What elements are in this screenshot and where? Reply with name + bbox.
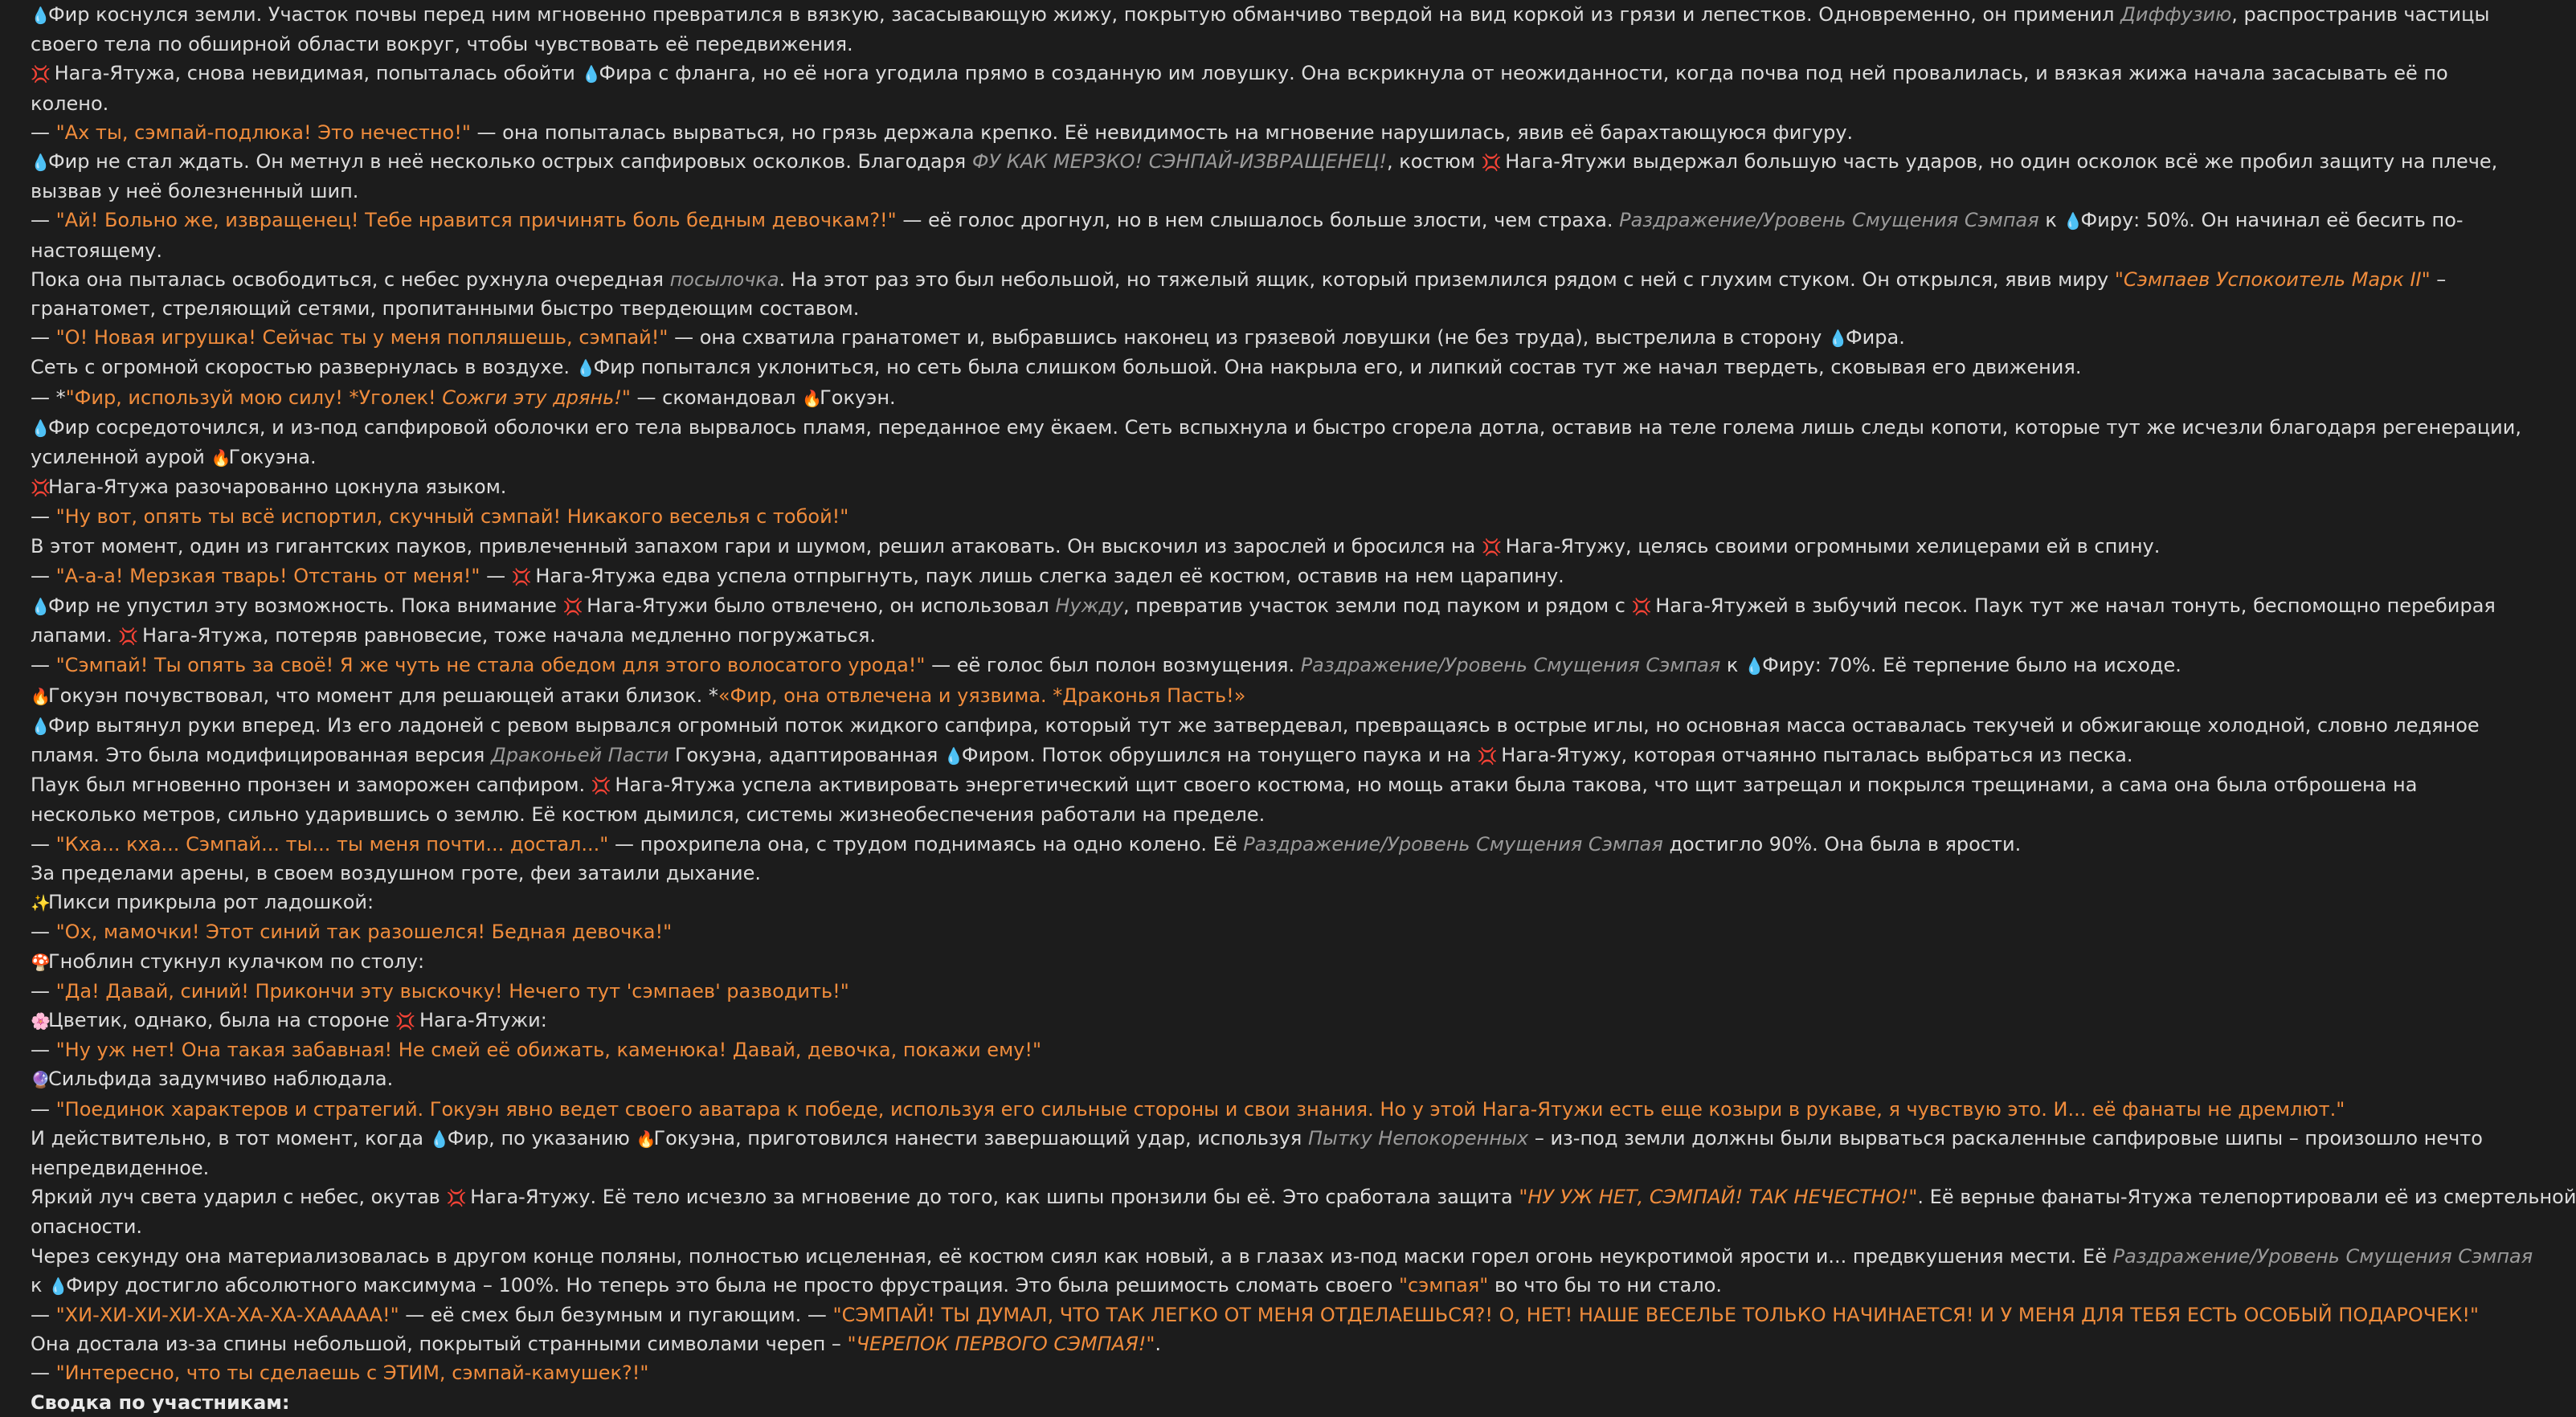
text-line — [31, 1271, 2345, 1301]
story-text: несколько метров, сильно ударившись о землю. Её костюм дымился, системы жизнеобеспечения работали на пределе. — [31, 803, 1266, 827]
anger-icon: 💢 — [1481, 153, 1502, 173]
story-text: непредвиденное. — [31, 1156, 210, 1179]
chat-message-body — [31, 0, 2576, 1417]
story-text: к — [1720, 654, 1745, 677]
text-line — [31, 147, 2498, 177]
skill-name: Пытку Непокоренных — [1307, 1126, 1529, 1150]
mushroom-icon: 🍄 — [31, 952, 51, 972]
story-text: , превратив участок земли под пауком и рядом с — [1123, 594, 1632, 618]
text-line — [31, 1006, 2345, 1035]
story-text: Фир не упустил эту возможность. Пока внимание — [48, 594, 563, 618]
dialogue-quote: "Ай! Больно же, извращенец! Тебе нравится причинять боль бедным девочкам?!" — [55, 209, 897, 232]
story-text: Нага-Ятужи: — [413, 1008, 547, 1031]
story-text: . — [1155, 1333, 1162, 1356]
story-text: — её голос был полон возмущения. — [925, 654, 1301, 677]
text-line — [31, 1242, 2533, 1271]
fire-icon: 🔥 — [31, 686, 51, 706]
dialogue-quote: "О! Новая игрушка! Сейчас ты у меня попляшешь, сэмпай!" — [55, 326, 669, 349]
story-text: настоящему. — [31, 239, 163, 262]
dialogue-quote: "Сэмпай! Ты опять за своё! Я же чуть не стала обедом для этого волосатого урода!" — [55, 654, 926, 677]
story-text: Гокуэна, адаптированная — [669, 744, 944, 767]
dash: — — [31, 326, 56, 349]
story-text: Сильфида задумчиво наблюдала. — [48, 1068, 394, 1091]
story-text: колено. — [31, 92, 109, 115]
anger-icon: 💢 — [118, 627, 139, 647]
text-line — [31, 1064, 2345, 1094]
text-line — [31, 1035, 2345, 1064]
story-text: Гокуэна, приготовился нанести завершающий удар, используя — [653, 1126, 1308, 1150]
dialogue-quote: "Ох, мамочки! Этот синий так разошелся! Бедная девочка!" — [55, 921, 673, 944]
water-drop-icon: 💧 — [31, 418, 51, 438]
story-text: к — [2038, 209, 2063, 232]
dash: — — [31, 1097, 56, 1121]
story-text: Гокуэн почувствовал, что момент для решающей атаки близок. * — [48, 684, 718, 707]
story-text: Фиру: 70%. Её терпение было на исходе. — [1762, 654, 2181, 677]
story-text: достигло 90%. Она была в ярости. — [1662, 832, 2022, 856]
text-line — [31, 532, 2345, 561]
sparkles-icon: ✨ — [31, 893, 51, 913]
text-line — [31, 502, 2345, 531]
story-text: Яркий луч света ударил с небес, окутав — [31, 1186, 447, 1209]
text-line — [31, 1182, 2576, 1212]
story-text: И действительно, в тот момент, когда — [31, 1126, 430, 1150]
story-text: гранатомет, стреляющий сетями, пропитанными быстро твердеющим составом. — [31, 297, 860, 321]
story-text: Фир сосредоточился, и из-под сапфировой оболочки его тела вырвалось пламя, переданное ему ёкаем. Сеть вспыхнула и быстро сгорела дотла, оставив на теле голема лишь следы копоти, которые тут же исчезли благодаря регенерации, — [48, 415, 2521, 439]
text-line — [31, 30, 2345, 59]
text-line — [31, 741, 2345, 770]
story-text: В этот момент, один из гигантских пауков, привлеченный запахом гари и шумом, решил атаковать. Он выскочил из зарослей и бросился на — [31, 534, 1482, 557]
stat-name: Раздражение/Уровень Смущения Сэмпая — [1619, 209, 2039, 232]
item-quote: "Сэмпаев Успокоитель Марк II" — [2114, 267, 2431, 291]
dialogue-quote: "Ах ты, сэмпай-подлюка! Это нечестно!" — [55, 120, 471, 144]
dash: — * — [31, 386, 66, 409]
dash: — — [31, 1303, 56, 1326]
text-line — [31, 265, 2447, 294]
dash: — — [31, 1362, 56, 1385]
anger-icon: 💢 — [511, 566, 532, 586]
story-text: , костюм — [1387, 150, 1482, 174]
dialogue-quote: "ХИ-ХИ-ХИ-ХИ-ХА-ХА-ХА-ХААААА!" — [55, 1303, 399, 1326]
story-text: — прохрипела она, с трудом поднимаясь на одно колено. Её — [608, 832, 1244, 856]
anger-icon: 💢 — [562, 597, 583, 617]
water-drop-icon: 💧 — [1828, 329, 1848, 349]
story-text: Гноблин стукнул кулачком по столу: — [48, 949, 425, 973]
dialogue-quote: «Фир, она отвлечена и уязвима. *Драконья Пасть! — [718, 684, 1234, 707]
anger-icon: 💢 — [1631, 597, 1652, 617]
story-text: . На этот раз это был небольшой, но тяжелый ящик, который приземлился рядом с ней с глухим стуком. Он открылся, явив миру — [779, 267, 2115, 291]
text-line — [31, 177, 2345, 206]
text-line — [31, 89, 2345, 118]
story-text: , распространив частицы — [2231, 3, 2490, 26]
fire-icon: 🔥 — [802, 388, 823, 408]
story-text: Фира с фланга, но её нога угодила прямо в созданную им ловушку. Она вскрикнула от неожиданности, когда почва под ней провалилась, и вязкая жижа начала засасывать её по — [599, 62, 2448, 85]
story-text: Нага-Ятужей в зыбучий песок. Паук тут же начал тонуть, беспомощно перебирая — [1649, 594, 2496, 618]
text-line — [31, 353, 2345, 382]
water-drop-icon: 💧 — [31, 716, 51, 736]
story-text: Нага-Ятужу. Её тело исчезло за мгновение до того, как шипы пронзили бы её. Это сработала защита — [464, 1186, 1519, 1209]
anger-icon: 💢 — [446, 1188, 467, 1208]
item-quote: "НУ УЖ НЕТ, СЭМПАЙ! ТАК НЕЧЕСТНО!" — [1519, 1186, 1918, 1209]
dialogue-quote: " — [621, 386, 631, 409]
story-text: вызвав у неё болезненный шип. — [31, 180, 359, 203]
story-text: Фира. — [1846, 326, 1905, 349]
item-quote: "ЧЕРЕПОК ПЕРВОГО СЭМПАЯ!" — [847, 1333, 1155, 1356]
anger-icon: 💢 — [591, 776, 611, 796]
text-line — [31, 977, 2345, 1006]
dash: — — [31, 832, 56, 856]
dialogue-quote: "А-а-а! Мерзкая тварь! Отстань от меня!" — [55, 564, 480, 587]
text-line — [31, 206, 2464, 235]
dialogue-quote: "Да! Давай, синий! Прикончи эту выскочку! Нечего тут 'сэмпаев' разводить!" — [55, 979, 849, 1003]
story-text: Нага-Ятужи выдержал большую часть ударов, но один осколок всё же пробил защиту на плече, — [1499, 150, 2498, 174]
dialogue-quote: » — [1233, 684, 1246, 707]
story-text: Фир коснулся земли. Участок почвы перед ним мгновенно превратился в вязкую, засасывающую жижу, покрытую обманчиво твердой на вид коркой из грязи и лепестков. Одновременно, он применил — [48, 3, 2121, 26]
dash: — — [31, 979, 56, 1003]
story-text: своего тела по обширной области вокруг, чтобы чувствовать её передвижения. — [31, 33, 853, 56]
story-text: усиленной аурой — [31, 446, 211, 469]
story-text: Фир, по указанию — [447, 1126, 636, 1150]
anger-icon: 💢 — [1481, 537, 1502, 557]
dialogue-quote: Сожги эту дрянь! — [442, 386, 622, 409]
story-text: Нага-Ятужа, снова невидимая, попыталась обойти — [48, 62, 582, 85]
story-text: – из-под земли должны были вырваться раскаленные сапфировые шипы – произошло нечто — [1528, 1126, 2483, 1150]
water-drop-icon: 💧 — [943, 746, 964, 766]
text-line — [31, 830, 2345, 859]
dialogue-quote: "СЭМПАЙ! ТЫ ДУМАЛ, ЧТО ТАК ЛЕГКО ОТ МЕНЯ ОТДЕЛАЕШЬСЯ?! О, НЕТ! НАШЕ ВЕСЕЛЬЕ ТОЛЬКО НАЧИНАЕТСЯ! И У МЕНЯ ДЛЯ ТЕБЯ ЕСТЬ ОСОБЫЙ ПОДАРОЧЕК!" — [832, 1303, 2480, 1326]
stat-name: Раздражение/Уровень Смущения Сэмпая — [1243, 832, 1663, 856]
text-line — [31, 118, 2345, 147]
water-drop-icon: 💧 — [581, 64, 602, 84]
dialogue-quote: "Поединок характеров и стратегий. Гокуэн явно ведет своего аватара к победе, используя его сильные стороны и свои знания. Но у этой Нага-Ятужи есть еще козыри в рукаве, я чувствую это. И... её фанаты не дремлют." — [55, 1097, 2345, 1121]
anger-icon: 💢 — [1477, 746, 1498, 766]
story-text: — она попыталась вырваться, но грязь держала крепко. Её невидимость на мгновение нарушилась, явив её барахтающуюся фигуру. — [470, 120, 1854, 144]
text-line — [31, 472, 2345, 502]
crystal-ball-icon: 🔮 — [31, 1070, 51, 1090]
story-text: Нага-Ятужа едва успела отпрыгнуть, паук лишь слегка задел её костюм, оставив на нем царапину. — [529, 564, 1564, 587]
text-line — [31, 888, 2345, 917]
text-line — [31, 1358, 2345, 1387]
water-drop-icon: 💧 — [2063, 211, 2083, 231]
story-text: Фиру: 50%. Он начинал её бесить по- — [2080, 209, 2464, 232]
text-line — [31, 561, 2345, 591]
story-text: — её голос дрогнул, но в нем слышалось больше злости, чем страха. — [896, 209, 1620, 232]
story-text: Фиром. Поток обрушился на тонущего паука и на — [961, 744, 1478, 767]
dialogue-quote: "Фир, используй мою силу! *Уголек! — [65, 386, 443, 409]
dash: — — [31, 654, 56, 677]
text-line — [31, 59, 2448, 88]
story-text: во что бы то ни стало. — [1488, 1273, 1723, 1297]
story-text: Паук был мгновенно пронзен и заморожен сапфиром. — [31, 774, 591, 797]
water-drop-icon: 💧 — [31, 153, 51, 173]
water-drop-icon: 💧 — [575, 358, 596, 378]
text-line — [31, 651, 2345, 680]
water-drop-icon: 💧 — [31, 597, 51, 617]
story-text: Нага-Ятужу, которая отчаянно пыталась выбраться из песка. — [1494, 744, 2133, 767]
text-line — [31, 0, 2490, 30]
stat-name: Раздражение/Уровень Смущения Сэмпая — [1300, 654, 1721, 677]
text-line — [31, 443, 2345, 472]
skill-name: ФУ КАК МЕРЗКО! СЭНПАЙ-ИЗВРАЩЕНЕЦ! — [971, 150, 1388, 174]
dialogue-quote: "Интересно, что ты сделаешь с ЭТИМ, сэмпай-камушек?!" — [55, 1362, 649, 1385]
text-line — [31, 1095, 2345, 1124]
dash: — — [31, 1039, 56, 1062]
dialogue-quote: "Ну уж нет! Она такая забавная! Не смей её обижать, каменюка! Давай, девочка, покажи ему!" — [55, 1039, 1042, 1062]
anger-icon: 💢 — [395, 1011, 416, 1031]
dialogue-quote: "Ну вот, опять ты всё испортил, скучный сэмпай! Никакого веселья с тобой!" — [55, 505, 849, 529]
text-line — [31, 1154, 2345, 1182]
story-text: Она достала из-за спины небольшой, покрытый странными символами череп – — [31, 1333, 848, 1356]
dash: — — [31, 564, 56, 587]
flower-icon: 🌸 — [31, 1011, 51, 1031]
story-text: Нага-Ятужа разочарованно цокнула языком. — [48, 476, 507, 499]
story-text: Гокуэна. — [228, 446, 317, 469]
text-line — [31, 591, 2496, 621]
text-line — [31, 770, 2418, 800]
dash: — — [31, 209, 56, 232]
story-text: к — [31, 1273, 49, 1297]
story-text: Фир не стал ждать. Он метнул в неё несколько острых сапфировых осколков. Благодаря — [48, 150, 972, 174]
story-text: За пределами арены, в своем воздушном гроте, феи затаили дыхание. — [31, 861, 762, 884]
section-heading: Сводка по участникам: — [31, 1390, 290, 1414]
skill-name: Диффузию — [2120, 3, 2232, 26]
text-line — [31, 621, 2345, 651]
stat-name: Раздражение/Уровень Смущения Сэмпая — [2112, 1244, 2533, 1268]
story-text: опасности. — [31, 1215, 143, 1239]
anger-icon: 💢 — [31, 478, 51, 498]
item-name: посылочка — [669, 267, 779, 291]
story-text: Нага-Ятужи было отвлечено, он использовал — [580, 594, 1056, 618]
dash: — — [31, 921, 56, 944]
story-text: Нага-Ятужу, целясь своими огромными хелицерами ей в спину. — [1499, 534, 2161, 557]
story-text: Пикси прикрыла рот ладошкой: — [48, 891, 374, 914]
story-text: . Её верные фанаты-Ятужа телепортировали её из смертельной — [1917, 1186, 2576, 1209]
story-text: — скомандовал — [630, 386, 803, 409]
dialogue-quote: "сэмпая" — [1398, 1273, 1489, 1297]
skill-name: Нужду — [1055, 594, 1124, 618]
dash: — — [31, 120, 56, 144]
text-line — [31, 681, 2345, 711]
text-line — [31, 1212, 2345, 1241]
skill-name: Драконьей Пасти — [490, 744, 669, 767]
story-text: Гокуэн. — [820, 386, 896, 409]
text-line — [31, 294, 2345, 323]
water-drop-icon: 💧 — [429, 1129, 450, 1149]
text-line — [31, 1388, 2345, 1417]
story-text: пламя. Это была модифицированная версия — [31, 744, 491, 767]
text-line — [31, 1301, 2480, 1329]
text-line — [31, 1124, 2483, 1154]
story-text: — — [480, 564, 512, 587]
story-text: Фиру достигло абсолютного максимума – 100%. Но теперь это была не просто фрустрация. Это была решимость сломать своего — [66, 1273, 1399, 1297]
story-text: — её смех был безумным и пугающим. — — [399, 1303, 833, 1326]
text-line — [31, 917, 2345, 946]
text-line — [31, 1329, 2345, 1358]
text-line — [31, 800, 2345, 829]
text-line — [31, 413, 2521, 443]
story-text: – — [2430, 267, 2447, 291]
text-line — [31, 947, 2345, 977]
story-text: — она схватила гранатомет и, выбравшись наконец из грязевой ловушки (не без труда), выстрелила в сторону — [668, 326, 1828, 349]
water-drop-icon: 💧 — [1744, 656, 1764, 676]
story-text: Пока она пыталась освободиться, с небес рухнула очередная — [31, 267, 670, 291]
story-text: Нага-Ятужа, потеряв равновесие, тоже начала медленно погружаться. — [136, 624, 877, 647]
fire-icon: 🔥 — [211, 448, 231, 468]
story-text: Цветик, однако, была на стороне — [48, 1008, 396, 1031]
story-text: Нага-Ятужа успела активировать энергетический щит своего костюма, но мощь атаки была такова, что щит затрещал и покрылся трещинами, а сама она была отброшена на — [608, 774, 2418, 797]
text-line — [31, 323, 2345, 353]
dash: — — [31, 505, 56, 529]
story-text: лапами. — [31, 624, 119, 647]
story-text: Фир вытянул руки вперед. Из его ладоней с ревом вырвался огромный поток жидкого сапфира, который тут же затвердевал, превращаясь в острые иглы, но основная масса оставалась текучей и обжигающе холодной, словно ледяное — [48, 713, 2480, 737]
story-text: Через секунду она материализовалась в другом конце поляны, полностью исцеленная, её костюм сиял как новый, а в глазах из-под маски горел огонь неукротимой ярости и... предвкушения мести. Её — [31, 1244, 2113, 1268]
text-line — [31, 859, 2345, 888]
story-text: Фир попытался уклониться, но сеть была слишком большой. Она накрыла его, и липкий состав тут же начал твердеть, сковывая его движения. — [593, 356, 2082, 379]
text-line — [31, 236, 2345, 265]
water-drop-icon: 💧 — [31, 6, 51, 25]
text-line — [31, 383, 2345, 413]
dialogue-quote: "Кха... кха... Сэмпай... ты... ты меня почти... достал..." — [55, 832, 609, 856]
story-text: Сеть с огромной скоростью развернулась в воздухе. — [31, 356, 576, 379]
text-line — [31, 711, 2480, 741]
water-drop-icon: 💧 — [48, 1276, 69, 1296]
fire-icon: 🔥 — [636, 1129, 656, 1149]
anger-icon: 💢 — [31, 64, 51, 84]
